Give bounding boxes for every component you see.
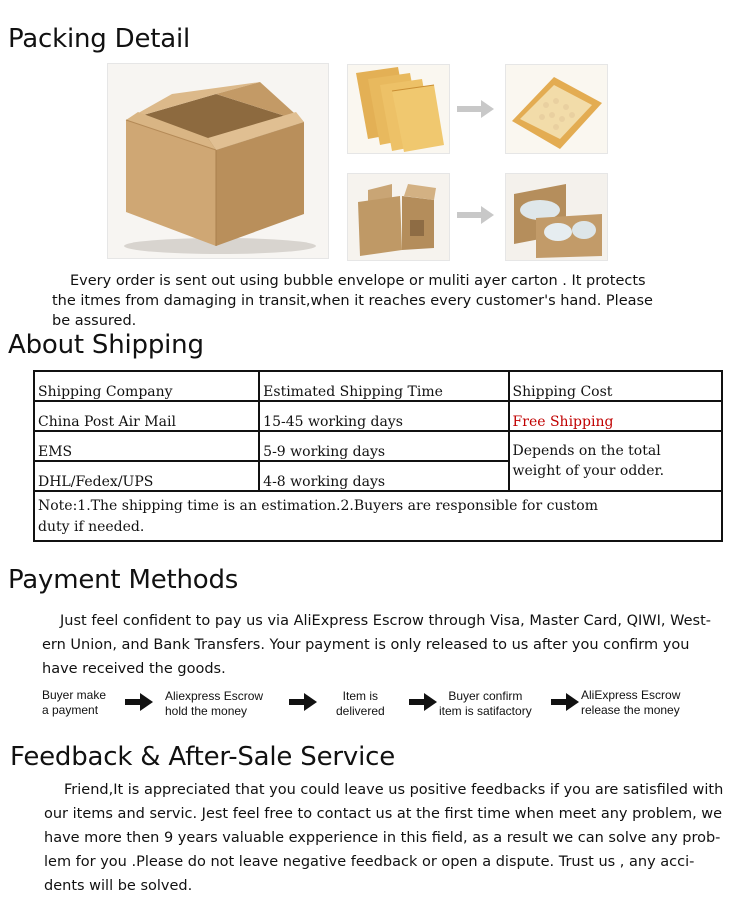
table-row — [34, 401, 722, 431]
flow-step-line: AliExpress Escrow — [581, 688, 681, 702]
shipping-note — [34, 491, 722, 541]
packing-title: Packing Detail — [8, 24, 191, 54]
feedback-text-line: our items and servic. Jest feel free to contact us at the first time when meet any problem, we — [44, 806, 723, 822]
feedback-title: Feedback & After-Sale Service — [10, 742, 395, 772]
payment-text-line: have received the goods. — [42, 661, 226, 677]
flow-step-line: Aliexpress Escrow — [165, 689, 264, 703]
time-cell: 5-9 working days — [259, 431, 508, 461]
flow-step-escrow-hold — [165, 689, 263, 719]
opened-envelope-image — [505, 64, 608, 154]
flow-step-buyer-payment — [42, 688, 106, 718]
packing-text-line: the itmes from damaging in transit,when it reaches every customer's hand. Please — [52, 293, 653, 309]
carton-box-image — [107, 63, 329, 259]
payment-text-line: Just feel confident to pay us via AliExpress Escrow through Visa, Master Card, QIWI, West- — [60, 613, 711, 629]
shipping-table — [33, 370, 723, 542]
company-cell: EMS — [34, 431, 259, 461]
flow-step-line: release the money — [581, 703, 680, 717]
flow-step-line: a payment — [42, 703, 99, 717]
flow-step-line: delivered — [336, 704, 385, 718]
feedback-text-line: dents will be solved. — [44, 878, 193, 894]
arrow-right-icon — [457, 99, 495, 119]
table-note-row — [34, 491, 722, 541]
packing-text-line: be assured. — [52, 313, 137, 329]
arrow-right-icon — [551, 693, 579, 711]
payment-text-line: ern Union, and Bank Transfers. Your payment is only released to us after you confirm you — [42, 637, 690, 653]
packing-description — [52, 271, 653, 331]
feedback-text-line: Friend,It is appreciated that you could leave us positive feedbacks if you are satisfiled with — [64, 782, 724, 798]
feedback-text-line: have more then 9 years valuable expperience in this field, as a result we can solve any prob- — [44, 830, 721, 846]
arrow-right-icon — [457, 205, 495, 225]
feedback-text-line: lem for you .Please do not leave negative feedback or open a dispute. Trust us , any acci- — [44, 854, 695, 870]
payment-title: Payment Methods — [8, 565, 239, 595]
flow-step-line: Item is — [342, 689, 379, 703]
header-shipping-cost: Shipping Cost — [509, 371, 722, 401]
merged-cost-cell — [509, 431, 722, 491]
time-cell: 15-45 working days — [259, 401, 508, 431]
packing-text-line: Every order is sent out using bubble envelope or muliti ayer carton . It protects — [70, 273, 646, 289]
packed-cartons-image — [505, 173, 608, 261]
bubble-envelopes-image — [347, 64, 450, 154]
header-estimated-time: Estimated Shipping Time — [259, 371, 508, 401]
note-line: duty if needed. — [38, 519, 145, 535]
flow-step-line: Buyer make — [42, 688, 107, 702]
company-cell: China Post Air Mail — [34, 401, 259, 431]
small-cartons-image — [347, 173, 450, 261]
time-cell: 4-8 working days — [259, 461, 508, 491]
table-header-row — [34, 371, 722, 401]
arrow-right-icon — [289, 693, 317, 711]
flow-step-line: hold the money — [165, 704, 248, 718]
cost-line: weight of your odder. — [512, 463, 665, 479]
flow-step-escrow-release — [581, 688, 680, 718]
arrow-right-icon — [409, 693, 437, 711]
arrow-right-icon — [125, 693, 153, 711]
flow-step-line: Buyer confirm — [448, 689, 523, 703]
free-shipping-cell: Free Shipping — [509, 401, 722, 431]
shipping-title: About Shipping — [8, 330, 204, 360]
payment-description — [42, 609, 711, 681]
flow-step-delivered — [336, 689, 385, 719]
table-row — [34, 431, 722, 461]
flow-step-buyer-confirm — [439, 689, 532, 719]
header-shipping-company: Shipping Company — [34, 371, 259, 401]
feedback-description — [44, 778, 723, 898]
company-cell: DHL/Fedex/UPS — [34, 461, 259, 491]
note-line: Note:1.The shipping time is an estimation.2.Buyers are responsible for custom — [38, 498, 598, 514]
flow-step-line: item is satifactory — [439, 704, 532, 718]
cost-line: Depends on the total — [512, 443, 661, 459]
